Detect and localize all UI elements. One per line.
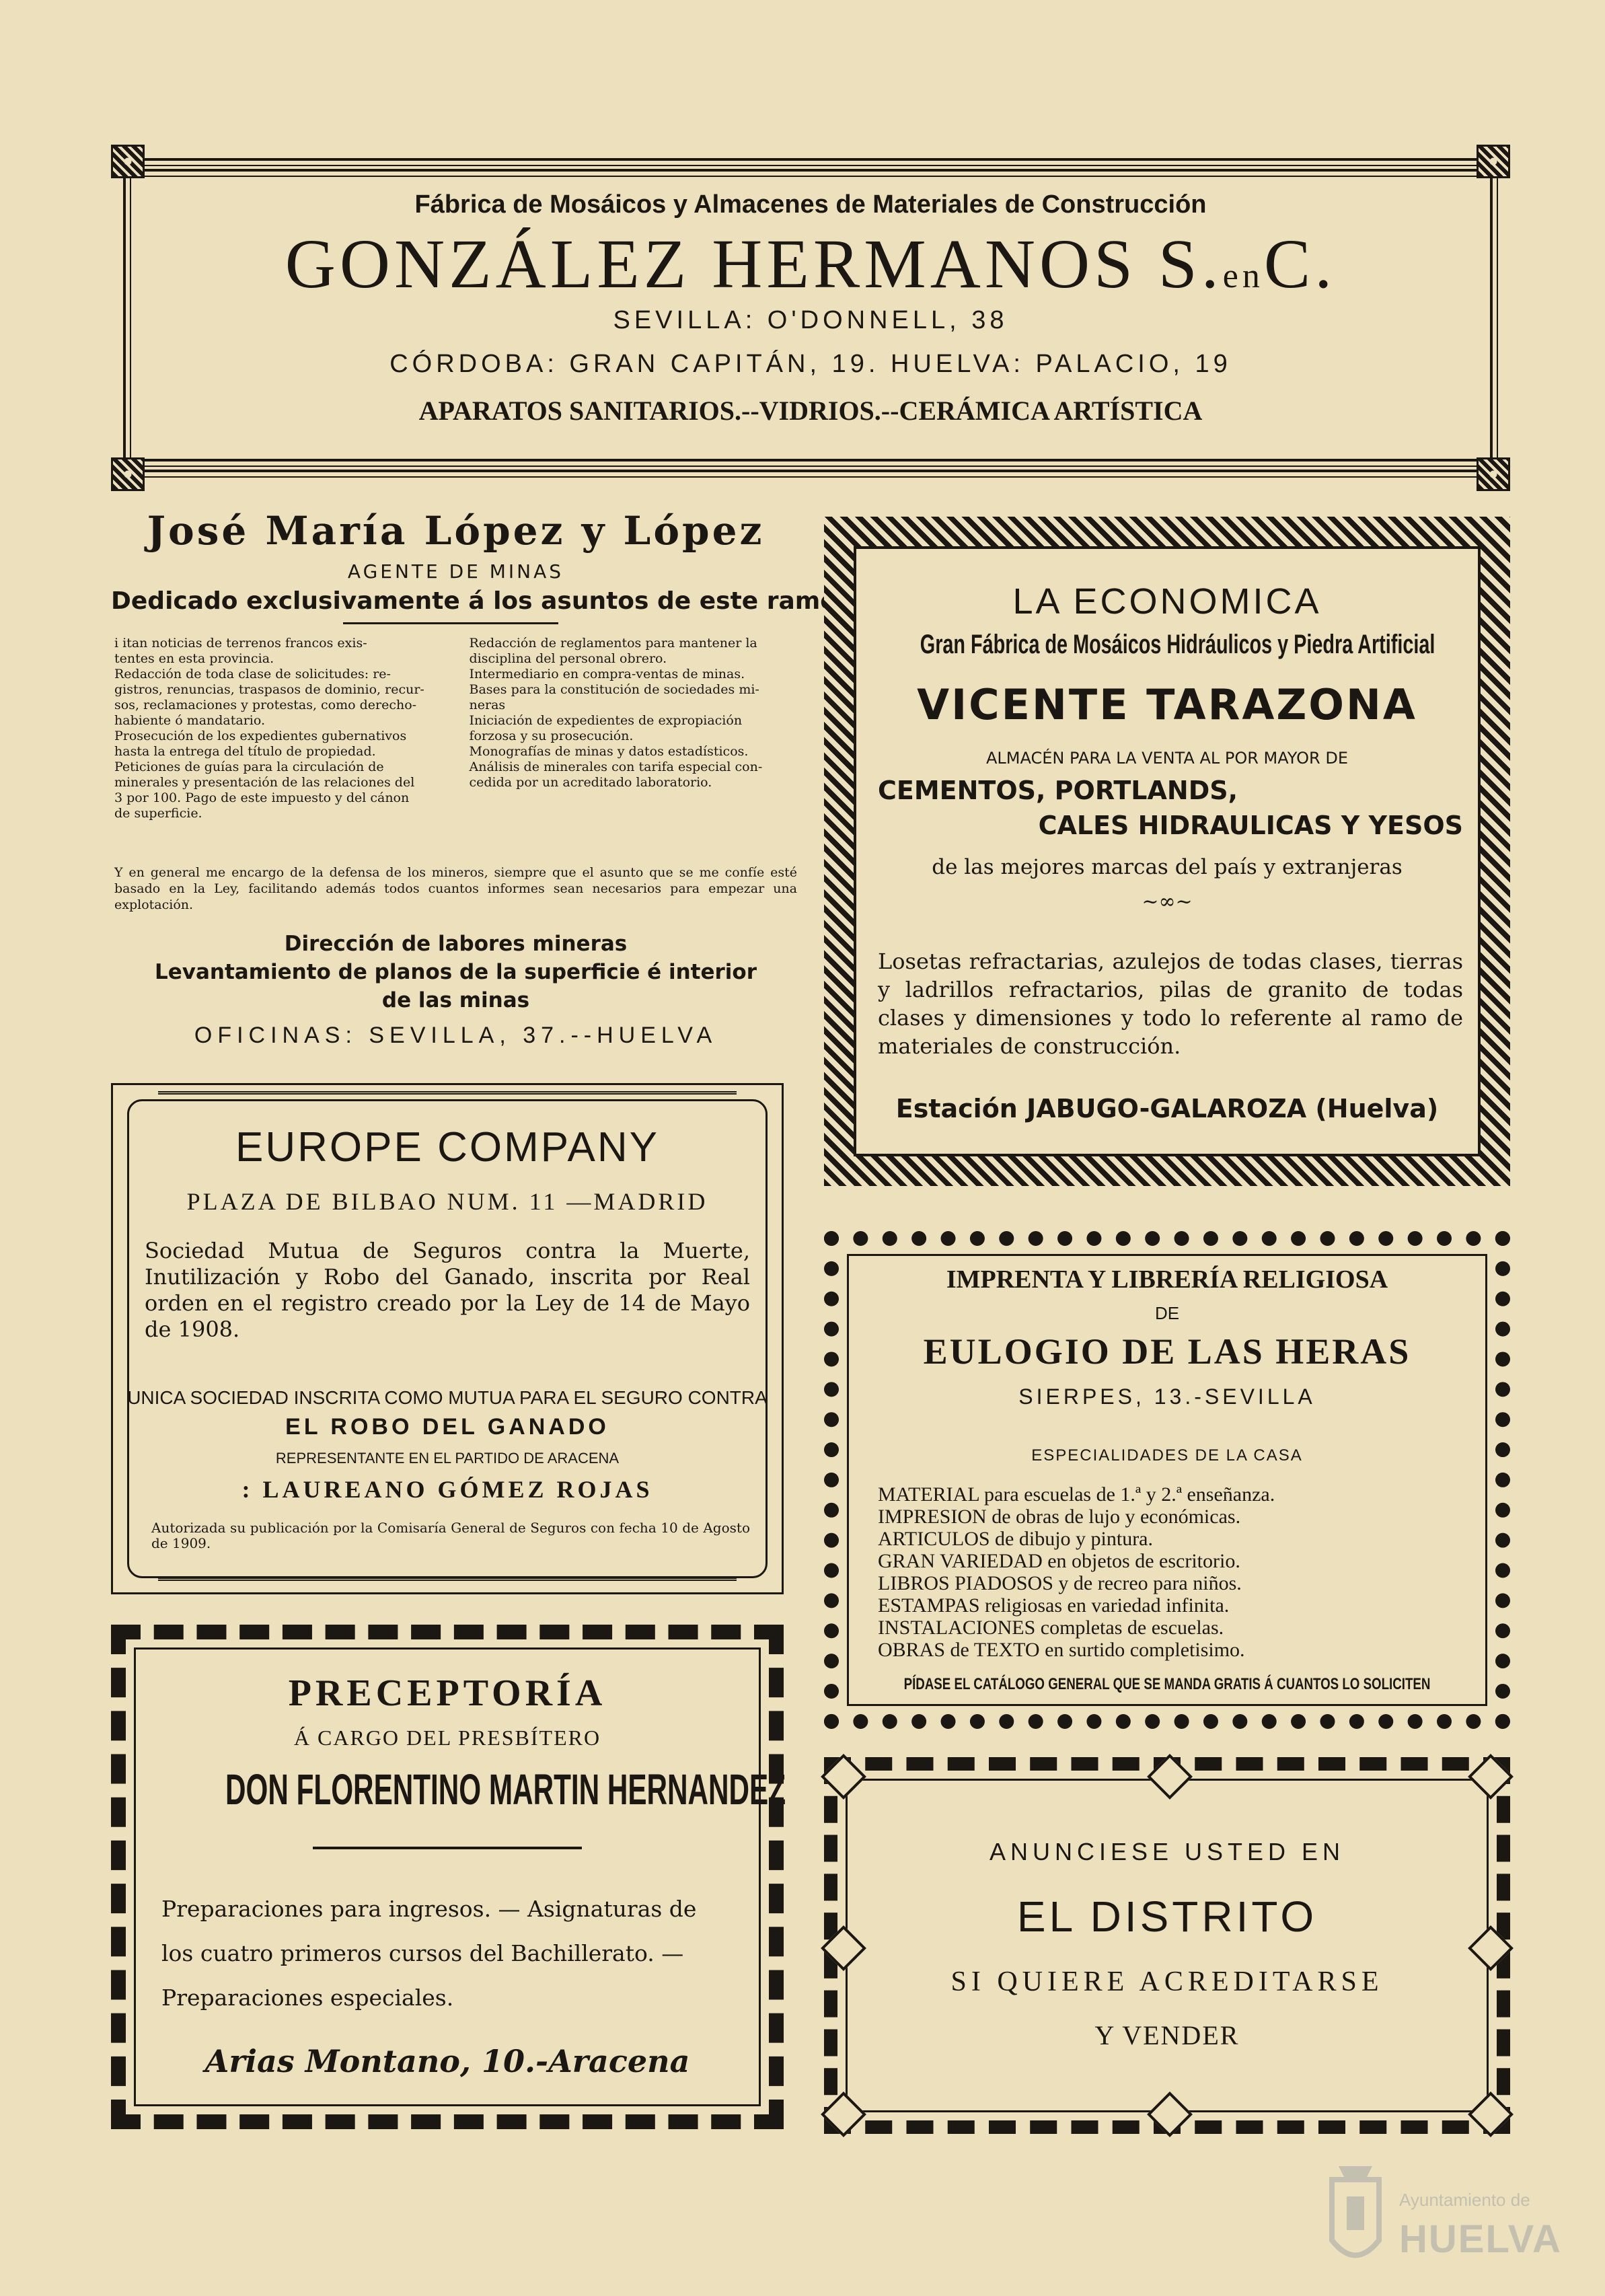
distrito-line2: EL DISTRITO xyxy=(1016,1892,1318,1941)
europe-authorized: Autorizada su publicación por la Comisaría General de Seguros con fecha 10 de Agosto de 1909. xyxy=(151,1520,750,1551)
watermark-line1: Ayuntamiento de xyxy=(1399,2190,1530,2210)
economica-details: Losetas refractarias, azulejos de todas clases, tierras y ladrillos refractarios, pilas de granito de todas clases y dimensiones y todo lo referente al ramo de materiales de construcción. xyxy=(878,949,1463,1059)
service-line: Análisis de minerales con tarifa especial con- xyxy=(469,760,763,774)
imprenta-item: MATERIAL para escuelas de 1.ª y 2.ª enseñanza. xyxy=(878,1483,1275,1506)
europe-title: EUROPE COMPANY xyxy=(235,1124,659,1171)
corner-ornament xyxy=(1477,145,1510,178)
imprenta-item: OBRAS de TEXTO en surtido completisimo. xyxy=(878,1639,1245,1661)
economica-brands: de las mejores marcas del país y extranjeras xyxy=(932,855,1403,879)
service-line: Prosecución de los expedientes gubernativos xyxy=(114,729,407,743)
preceptoria-address: Arias Montano, 10.-Aracena xyxy=(204,2043,690,2079)
corner-ornament xyxy=(1477,457,1510,491)
service-line: habiente ó mandatario. xyxy=(114,713,266,728)
bottom-rule xyxy=(138,470,1483,478)
imprenta-specialties: ESPECIALIDADES DE LA CASA xyxy=(1031,1446,1303,1465)
divider xyxy=(313,1847,582,1849)
europe-address: PLAZA DE BILBAO NUM. 11 —MADRID xyxy=(186,1188,708,1215)
imprenta-item: ESTAMPAS religiosas en variedad infinita. xyxy=(878,1594,1230,1617)
header-tagline: Fábrica de Mosáicos y Almacenes de Materiales de Construcción xyxy=(414,190,1207,219)
lopez-direction-1: Dirección de labores mineras xyxy=(284,932,628,956)
firm-name: GONZÁLEZ HERMANOS S. xyxy=(285,225,1223,303)
service-line: minerales y presentación de las relaciones del xyxy=(114,775,415,790)
header-advertisement xyxy=(111,145,1510,491)
lopez-services-col1 xyxy=(114,636,443,821)
service-line: 3 por 100. Pago de este impuesto y del cánon xyxy=(114,790,410,805)
inner-frame xyxy=(134,1647,786,2106)
economica-products-2: CALES HIDRAULICAS Y YESOS xyxy=(1038,811,1463,840)
economica-station: Estación JABUGO-GALAROZA (Huelva) xyxy=(895,1094,1439,1123)
top-rule xyxy=(138,158,1483,166)
service-line: i itan noticias de terrenos francos exis- xyxy=(114,636,367,651)
lopez-offices: OFICINAS: SEVILLA, 37.--HUELVA xyxy=(194,1023,718,1048)
lopez-name: José María López y López xyxy=(147,508,765,554)
service-line: Redacción de toda clase de solicitudes: re- xyxy=(114,667,391,681)
corner-ornament xyxy=(111,457,145,491)
bottom-rule-thin xyxy=(138,459,1483,467)
scroll-cap xyxy=(158,1091,737,1108)
service-line: sos, reclamaciones y protestas, como derecho- xyxy=(114,698,417,712)
economica-title: LA ECONOMICA xyxy=(1012,581,1322,622)
imprenta-address: SIERPES, 13.-SEVILLA xyxy=(1018,1384,1316,1409)
watermark-line2: HUELVA xyxy=(1399,2217,1562,2261)
header-address-cordoba-huelva: CÓRDOBA: GRAN CAPITÁN, 19. HUELVA: PALACIO, 19 xyxy=(389,350,1232,378)
service-line: disciplina del personal obrero. xyxy=(469,651,667,666)
europe-company-advertisement xyxy=(111,1083,784,1594)
corner-ornament xyxy=(111,145,145,178)
service-line: forzosa y su prosecución. xyxy=(469,729,634,743)
distrito-line4: Y VENDER xyxy=(1094,2020,1240,2050)
imprenta-owner: EULOGIO DE LAS HERAS xyxy=(923,1331,1411,1372)
service-line: gistros, renuncias, traspasos de dominio, recur- xyxy=(114,682,424,697)
economica-owner: VICENTE TARAZONA xyxy=(917,680,1417,729)
top-rule-thin xyxy=(138,169,1483,177)
imprenta-item: LIBROS PIADOSOS y de recreo para niños. xyxy=(878,1572,1242,1594)
preceptoria-title: PRECEPTORÍA xyxy=(288,1672,607,1714)
imprenta-advertisement xyxy=(824,1231,1510,1729)
imprenta-item: INSTALACIONES completas de escuelas. xyxy=(878,1617,1224,1639)
service-line: Redacción de reglamentos para mantener la xyxy=(469,636,757,651)
distrito-advertisement xyxy=(824,1757,1510,2134)
header-products: APARATOS SANITARIOS.--VIDRIOS.--CERÁMICA ARTÍSTICA xyxy=(418,396,1203,426)
economica-warehouse: ALMACÉN PARA LA VENTA AL POR MAYOR DE xyxy=(986,749,1348,768)
europe-representative: : LAUREANO GÓMEZ ROJAS xyxy=(241,1476,653,1503)
firm-suffix: C. xyxy=(1263,225,1337,303)
service-line: Monografías de minas y datos estadísticos. xyxy=(469,744,749,759)
imprenta-catalog: PÍDASE EL CATÁLOGO GENERAL QUE SE MANDA GRATIS Á CUANTOS LO SOLICITEN xyxy=(903,1675,1431,1693)
lopez-services xyxy=(114,636,797,821)
service-line: de superficie. xyxy=(114,806,202,821)
divider xyxy=(343,622,558,624)
lopez-direction-3: de las minas xyxy=(381,988,530,1012)
service-line: Peticiones de guías para la circulación de xyxy=(114,760,384,774)
ayuntamiento-huelva-watermark xyxy=(1318,2153,1562,2281)
lopez-dedication: Dedicado exclusivamente á los asuntos de este ramo xyxy=(111,587,837,615)
imprenta-item: IMPRESION de obras de lujo y económicas. xyxy=(878,1506,1241,1528)
service-line: Intermediario en compra-ventas de minas. xyxy=(469,667,745,681)
europe-unique: UNICA SOCIEDAD INSCRITA COMO MUTUA PARA EL SEGURO CONTRA xyxy=(127,1387,768,1408)
lopez-advertisement xyxy=(111,508,837,1060)
preceptoria-text: Preparaciones para ingresos. — Asignaturas de los cuatro primeros cursos del Bachillerato. — Preparaciones especiales. xyxy=(161,1896,697,2011)
distrito-line1: ANUNCIESE USTED EN xyxy=(989,1838,1345,1865)
ornament-divider: ~∞~ xyxy=(1142,890,1193,914)
imprenta-item: ARTICULOS de dibujo y pintura. xyxy=(878,1528,1153,1550)
service-line: tentes en esta provincia. xyxy=(114,651,274,666)
preceptoria-charge: Á CARGO DEL PRESBÍTERO xyxy=(293,1726,601,1750)
service-line: Iniciación de expedientes de expropiación xyxy=(469,713,743,728)
service-line: cedida por un acreditado laboratorio. xyxy=(469,775,712,790)
header-firm-name xyxy=(111,224,1510,304)
imprenta-title: IMPRENTA Y LIBRERÍA RELIGIOSA xyxy=(946,1265,1388,1294)
imprenta-de: DE xyxy=(1154,1303,1180,1323)
firm-suffix-small: en xyxy=(1222,257,1264,295)
economica-products-1: CEMENTOS, PORTLANDS, xyxy=(878,776,1238,805)
imprenta-item: GRAN VARIEDAD en objetos de escritorio. xyxy=(878,1550,1240,1572)
header-address-sevilla: SEVILLA: O'DONNELL, 38 xyxy=(613,306,1008,334)
imprenta-items xyxy=(878,1483,1470,1661)
preceptoria-advertisement xyxy=(111,1625,784,2129)
inner-frame xyxy=(846,1779,1489,2112)
europe-representative-label: REPRESENTANTE EN EL PARTIDO DE ARACENA xyxy=(275,1450,620,1467)
lopez-general: Y en general me encargo de la defensa de los mineros, siempre que el asunto que se me confíe esté basado en la Ley, facilitando además todos cuantos informes sean necesarios para empezar una explotación. xyxy=(114,865,797,912)
distrito-line3: SI QUIERE ACREDITARSE xyxy=(950,1966,1384,1997)
europe-robo: EL ROBO DEL GANADO xyxy=(285,1414,609,1440)
scroll-cap xyxy=(158,1578,737,1594)
service-line: Bases para la constitución de sociedades mi- xyxy=(469,682,759,697)
coat-of-arms-icon xyxy=(1318,2159,1392,2274)
lopez-services-col2 xyxy=(470,636,798,821)
preceptoria-name: DON FLORENTINO MARTIN HERNANDEZ xyxy=(225,1765,786,1814)
service-line: hasta la entrega del título de propiedad. xyxy=(114,744,376,759)
europe-description: Sociedad Mutua de Seguros contra la Muerte, Inutilización y Robo del Ganado, inscrita por Real orden en el registro creado por la Ley de 14 de Mayo de 1908. xyxy=(145,1238,750,1342)
economica-subtitle: Gran Fábrica de Mosáicos Hidráulicos y Piedra Artificial xyxy=(920,630,1435,659)
service-line: neras xyxy=(469,698,506,712)
lopez-role: AGENTE DE MINAS xyxy=(347,560,564,583)
lopez-direction-2: Levantamiento de planos de la superficie é interior xyxy=(154,960,757,984)
economica-advertisement xyxy=(824,517,1510,1186)
